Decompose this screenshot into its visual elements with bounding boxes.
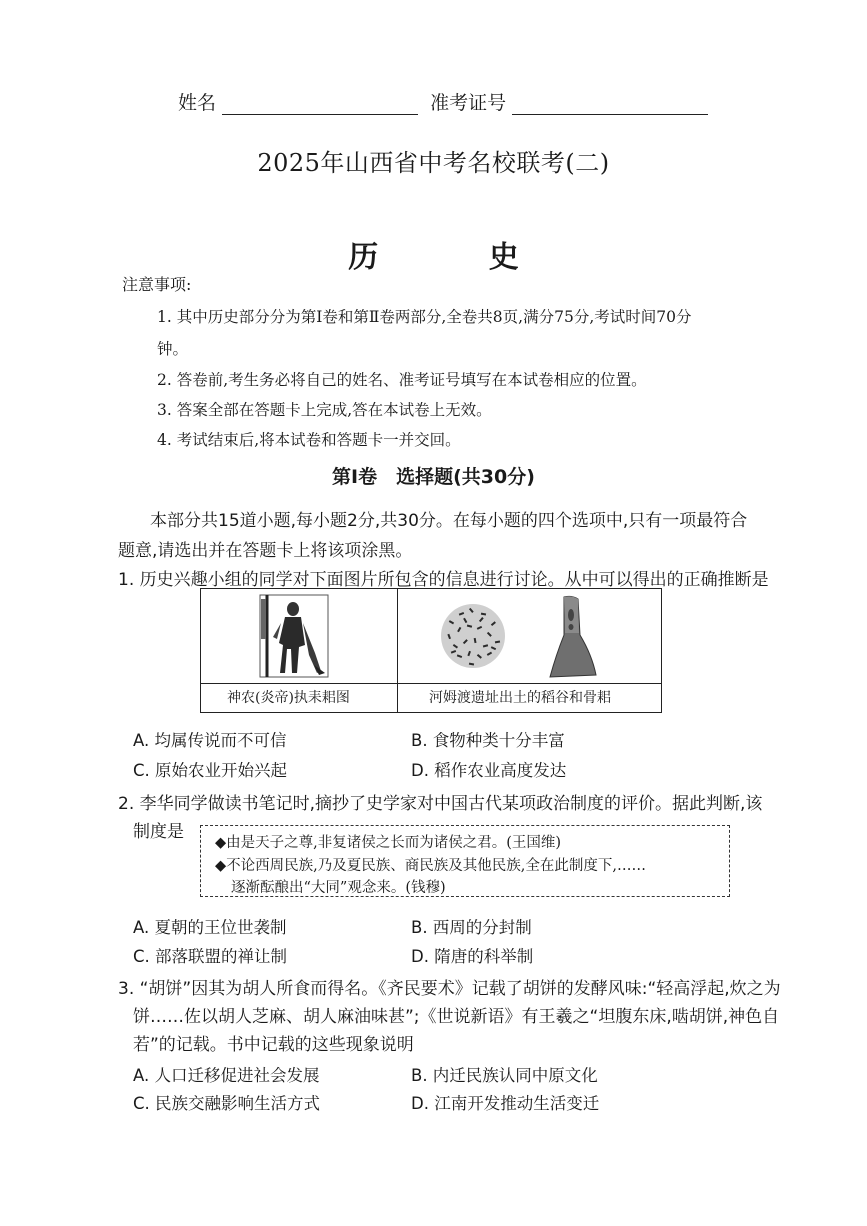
notice-item: 4. 考试结束后,将本试卷和答题卡一并交回。 — [157, 431, 461, 449]
caption-left: 神农(炎帝)执耒耜图 — [227, 690, 350, 706]
q3-option-c[interactable]: C. 民族交融影响生活方式 — [133, 1094, 321, 1113]
id-blank — [512, 94, 708, 115]
q3-option-b[interactable]: B. 内迁民族认同中原文化 — [411, 1066, 598, 1085]
q2-option-b[interactable]: B. 西周的分封制 — [411, 918, 532, 937]
question-2-stem: 2. 李华同学做读书笔记时,摘抄了史学家对中国古代某项政治制度的评价。据此判断,该 — [118, 794, 763, 814]
section-title: 第Ⅰ卷 选择题(共30分) — [332, 466, 535, 488]
question-1-stem: 1. 历史兴趣小组的同学对下面图片所包含的信息进行讨论。从中可以得出的正确推断是 — [118, 570, 769, 590]
question-2-stem: 制度是 — [133, 822, 184, 842]
q2-option-d[interactable]: D. 隋唐的科举制 — [411, 947, 534, 966]
quote-line: ◆不论西周民族,乃及夏民族、商民族及其他民族,全在此制度下,…… — [215, 858, 646, 874]
section-intro: 本部分共15道小题,每小题2分,共30分。在每小题的四个选项中,只有一项最符合 — [150, 511, 748, 531]
q1-option-c[interactable]: C. 原始农业开始兴起 — [133, 761, 288, 780]
id-label: 准考证号 — [430, 92, 507, 114]
quote-box — [200, 825, 730, 897]
rice-grains-image — [439, 601, 507, 671]
q1-option-a[interactable]: A. 均属传说而不可信 — [133, 731, 287, 750]
notice-item: 1. 其中历史部分分为第Ⅰ卷和第Ⅱ卷两部分,全卷共8页,满分75分,考试时间70分 — [157, 308, 692, 326]
question-3-stem: 饼……佐以胡人芝麻、胡人麻油味甚”;《世说新语》有王羲之“坦腹东床,啮胡饼,神色自 — [133, 1007, 780, 1027]
notice-item: 钟。 — [157, 340, 189, 358]
question-1-image-table — [200, 588, 662, 713]
q2-option-c[interactable]: C. 部落联盟的禅让制 — [133, 947, 288, 966]
quote-line: 逐渐酝酿出“大同”观念来。(钱穆) — [231, 880, 446, 896]
q3-option-d[interactable]: D. 江南开发推动生活变迁 — [411, 1094, 600, 1113]
section-intro: 题意,请选出并在答题卡上将该项涂黑。 — [118, 541, 413, 561]
quote-line: ◆由是天子之尊,非复诸侯之长而为诸侯之君。(王国维) — [215, 835, 562, 851]
caption-right: 河姆渡遗址出土的稻谷和骨耜 — [429, 690, 611, 706]
q3-option-a[interactable]: A. 人口迁移促进社会发展 — [133, 1066, 320, 1085]
question-3-stem: 若”的记载。书中记载的这些现象说明 — [133, 1035, 414, 1055]
q2-option-a[interactable]: A. 夏朝的王位世袭制 — [133, 918, 287, 937]
shennong-figure-image — [259, 593, 329, 679]
notice-heading: 注意事项: — [122, 275, 192, 294]
q1-option-d[interactable]: D. 稻作农业高度发达 — [411, 761, 567, 780]
bone-spade-image — [546, 595, 598, 679]
exam-title: 2025年山西省中考名校联考(二) — [257, 149, 610, 177]
name-blank — [222, 94, 418, 115]
candidate-info-line — [178, 88, 708, 115]
notice-item: 2. 答卷前,考生务必将自己的姓名、准考证号填写在本试卷相应的位置。 — [157, 371, 647, 389]
notice-item: 3. 答案全部在答题卡上完成,答在本试卷上无效。 — [157, 401, 492, 419]
question-3-stem: 3. “胡饼”因其为胡人所食而得名。《齐民要术》记载了胡饼的发酵风味:“轻高浮起,炊之为 — [118, 979, 781, 999]
name-label: 姓名 — [178, 92, 217, 114]
q1-option-b[interactable]: B. 食物种类十分丰富 — [411, 731, 565, 750]
subject-title: 历 史 — [348, 240, 569, 275]
